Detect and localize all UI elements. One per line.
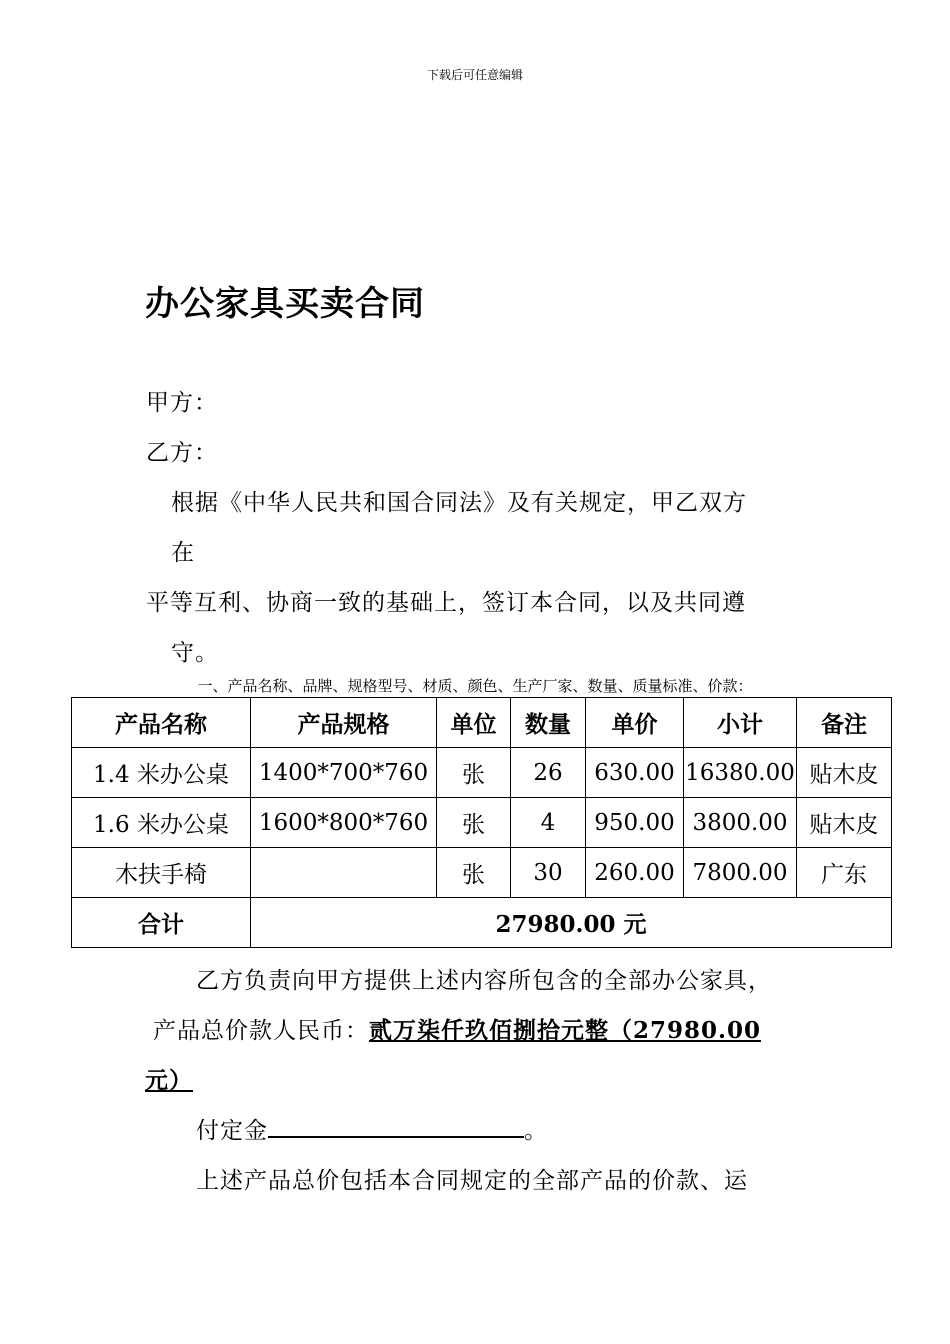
document-title: 办公家具买卖合同 [145,284,425,324]
cell-remark: 贴木皮 [797,798,892,848]
party-b-label: 乙方： [146,440,218,466]
table-row [72,798,892,848]
cell-product-name: 1.6 米办公桌 [72,798,251,848]
deposit-blank [268,1114,524,1138]
intro-line-2: 在 [171,540,195,566]
header-note: 下载后可任意编辑 [426,68,523,82]
cell-unit-price: 260.00 [586,848,684,898]
cell-unit: 张 [437,848,511,898]
cell-unit: 张 [437,748,511,798]
cell-unit-price: 950.00 [586,798,684,848]
table-header-row [72,698,892,748]
col-header-remark: 备注 [797,698,892,748]
intro-line-4: 守。 [171,640,219,666]
deposit-line [196,1112,548,1145]
cell-remark: 贴木皮 [797,748,892,798]
col-header-quantity: 数量 [511,698,586,748]
col-header-unit: 单位 [437,698,511,748]
cell-product-name: 1.4 米办公桌 [72,748,251,798]
cell-product-name: 木扶手椅 [72,848,251,898]
deposit-end: 。 [524,1118,548,1144]
cell-quantity: 26 [511,748,586,798]
price-amount: 贰万柒仟玖佰捌拾元整（27980.00 [369,1017,762,1044]
col-header-product-name: 产品名称 [72,698,251,748]
table-row [72,748,892,798]
col-header-unit-price: 单价 [586,698,684,748]
supply-statement: 乙方负责向甲方提供上述内容所包含的全部办公家具， [196,968,772,994]
deposit-label: 付定金 [196,1118,268,1144]
cell-subtotal: 7800.00 [684,848,797,898]
col-header-subtotal: 小计 [684,698,797,748]
price-line [153,1012,761,1045]
cell-quantity: 4 [511,798,586,848]
cell-remark: 广东 [797,848,892,898]
price-amount-continued: 元） [145,1067,193,1094]
price-includes-line: 上述产品总价包括本合同规定的全部产品的价款、运 [196,1168,748,1194]
cell-unit-price: 630.00 [586,748,684,798]
cell-unit: 张 [437,798,511,848]
total-value: 27980.00 元 [251,898,892,948]
col-header-spec: 产品规格 [251,698,437,748]
cell-spec: 1600*800*760 [251,798,437,848]
cell-spec: 1400*700*760 [251,748,437,798]
cell-subtotal: 16380.00 [684,748,797,798]
table-total-row [72,898,892,948]
section-1-heading: 一、产品名称、品牌、规格型号、材质、颜色、生产厂家、数量、质量标准、价款： [197,677,753,695]
table-row [72,848,892,898]
intro-line-1: 根据《中华人民共和国合同法》及有关规定，甲乙双方 [171,490,747,516]
intro-line-3: 平等互利、协商一致的基础上，签订本合同，以及共同遵 [146,590,746,616]
total-label: 合计 [72,898,251,948]
product-table [71,697,892,948]
cell-subtotal: 3800.00 [684,798,797,848]
party-a-label: 甲方： [146,390,218,416]
cell-quantity: 30 [511,848,586,898]
price-line-continued [145,1062,193,1095]
price-prefix: 产品总价款人民币： [153,1018,369,1044]
cell-spec [251,848,437,898]
